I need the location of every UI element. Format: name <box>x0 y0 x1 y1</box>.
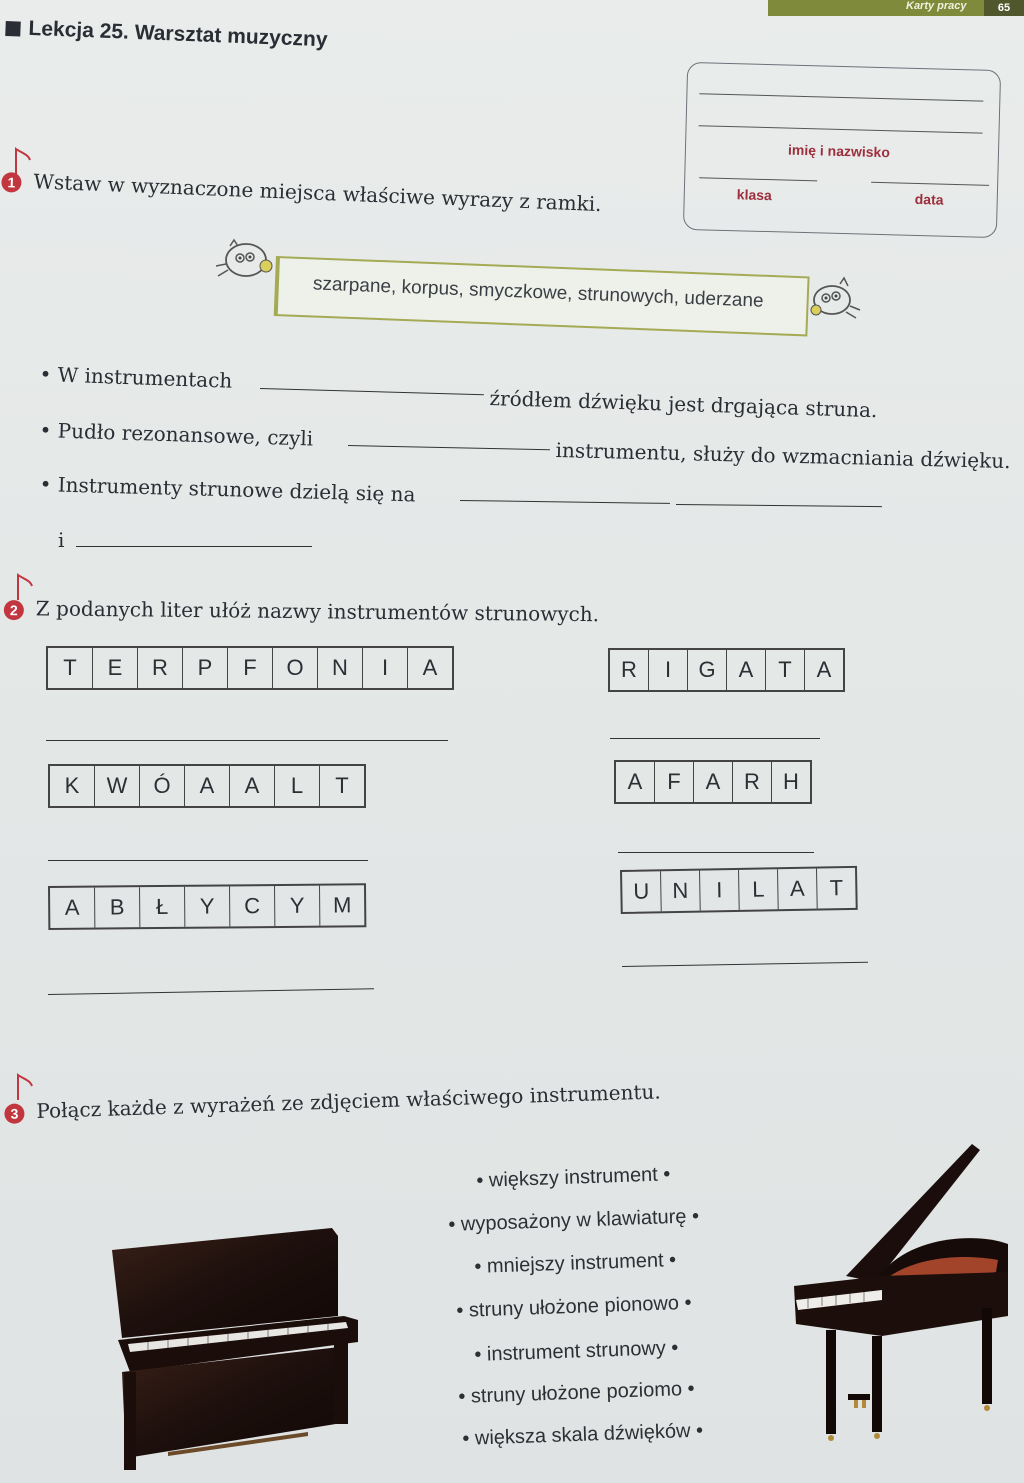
sentence-3-start: • Instrumenty strunowe dzielą się na <box>39 472 416 507</box>
letter-cell: T <box>766 650 805 690</box>
letter-cell: H <box>783 769 799 794</box>
sentence-2-before: Pudło rezonansowe, czyli <box>57 418 314 451</box>
class-label: klasa <box>736 186 773 204</box>
letter-cell: I <box>363 648 408 688</box>
blank-3c[interactable] <box>76 546 312 547</box>
bird-doodle-left-icon <box>212 236 276 288</box>
letter-cell: M <box>332 892 352 918</box>
letter-cell: O <box>273 648 318 688</box>
phrase-2[interactable]: • wyposażony w klawiaturę • <box>448 1205 700 1236</box>
lesson-title <box>5 16 328 52</box>
letter-cell: Y <box>185 886 230 926</box>
class-line[interactable] <box>699 177 817 181</box>
letter-cell: A <box>230 766 275 806</box>
exercise1-header <box>1 168 602 216</box>
letter-cell: A <box>816 657 832 682</box>
header-band <box>768 0 1024 16</box>
exercise2-number: 2 <box>4 599 24 619</box>
exercise2-instruction: Z podanych liter ułóż nazwy instrumentów strunowych. <box>35 596 600 627</box>
sentence-3-before: Instrumenty strunowe dzielą się na <box>57 472 416 507</box>
answer-line-1[interactable] <box>46 740 448 741</box>
letter-cell: Ł <box>140 887 185 927</box>
letter-grid-6 <box>620 866 858 914</box>
letter-cell: T <box>335 773 349 798</box>
grand-piano-image[interactable] <box>786 1140 1016 1446</box>
letter-cell: A <box>422 655 438 680</box>
letter-cell: R <box>733 762 772 802</box>
section-label: Karty pracy <box>906 0 967 12</box>
letter-cell: F <box>655 762 694 802</box>
letter-cell: E <box>93 648 138 688</box>
blank-3a[interactable] <box>460 500 670 504</box>
letter-cell: N <box>318 648 363 688</box>
blank-1[interactable] <box>260 388 484 395</box>
name-label: imię i nazwisko <box>787 141 891 161</box>
sentence-2-after: instrumentu, służy do wzmacniania dźwięku. <box>555 438 1011 474</box>
sentence-1-before: W instrumentach <box>57 362 233 393</box>
phrase-3[interactable]: • mniejszy instrument • <box>474 1248 677 1278</box>
blank-2[interactable] <box>348 445 550 450</box>
letter-cell: I <box>649 650 688 690</box>
letter-cell: F <box>228 648 273 688</box>
phrase-6[interactable]: • struny ułożone poziomo • <box>458 1377 695 1408</box>
letter-cell: I <box>700 870 740 911</box>
letter-cell: A <box>616 762 655 802</box>
exercise3-header <box>4 1079 661 1124</box>
exercise3-instruction: Połącz każde z wyrażeń ze zdjęciem właściwego instrumentu. <box>35 1079 661 1123</box>
letter-cell: P <box>183 648 228 688</box>
letter-cell: R <box>610 650 649 690</box>
answer-line-2[interactable] <box>610 738 820 739</box>
letter-cell: A <box>185 766 230 806</box>
exercise1-instruction: Wstaw w wyznaczone miejsca właściwe wyrazy z ramki. <box>33 169 603 217</box>
letter-cell: A <box>694 762 733 802</box>
title-square-icon <box>5 21 21 37</box>
letter-grid-2 <box>608 648 845 692</box>
name-line-1[interactable] <box>699 93 983 101</box>
sentence-1-after: źródłem dźwięku jest drgająca struna. <box>489 386 878 423</box>
letter-cell: T <box>829 875 844 901</box>
phrase-7[interactable]: • większa skala dźwięków • <box>462 1419 704 1450</box>
letter-cell: W <box>95 766 140 806</box>
word-box <box>274 256 810 336</box>
letter-grid-4 <box>614 760 812 804</box>
blank-3b[interactable] <box>676 504 882 507</box>
letter-cell: T <box>48 648 93 688</box>
letter-cell: A <box>778 869 818 910</box>
phrase-4[interactable]: • struny ułożone pionowo • <box>456 1291 692 1322</box>
phrase-5[interactable]: • instrument strunowy • <box>474 1336 679 1366</box>
letter-cell: C <box>230 886 275 926</box>
sentence-2-start: • Pudło rezonansowe, czyli <box>39 418 314 451</box>
page-number: 65 <box>984 0 1024 16</box>
upright-piano-image[interactable] <box>108 1222 364 1474</box>
phrase-1[interactable]: • większy instrument • <box>476 1163 671 1192</box>
music-note-icon <box>12 1072 36 1102</box>
letter-cell: L <box>275 766 320 806</box>
sentence-1-start: • W instrumentach <box>39 362 233 393</box>
exercise1-number: 1 <box>1 171 22 192</box>
date-label: data <box>914 190 944 208</box>
name-card <box>683 62 1001 238</box>
name-line-2[interactable] <box>699 125 983 133</box>
letter-grid-3 <box>48 764 366 808</box>
letter-cell: U <box>622 871 662 912</box>
letter-cell: L <box>739 869 779 910</box>
letter-cell: A <box>727 650 766 690</box>
answer-line-6[interactable] <box>622 962 868 967</box>
answer-line-3[interactable] <box>48 860 368 861</box>
letter-grid-1 <box>46 646 454 690</box>
letter-cell: R <box>138 648 183 688</box>
bird-doodle-right-icon <box>806 276 864 324</box>
letter-cell: G <box>688 650 727 690</box>
letter-cell: Ó <box>140 766 185 806</box>
letter-cell: K <box>50 766 95 806</box>
letter-cell: N <box>661 871 701 912</box>
exercise3-number: 3 <box>4 1103 25 1124</box>
word-box-text: szarpane, korpus, smyczkowe, strunowych, uderzane <box>312 273 764 312</box>
conjunction-i: i <box>58 528 65 552</box>
letter-cell: B <box>95 887 140 927</box>
date-line[interactable] <box>871 182 989 186</box>
letter-grid-5 <box>48 883 366 930</box>
letter-cell: A <box>50 888 95 928</box>
exercise2-header <box>4 596 599 626</box>
answer-line-5[interactable] <box>48 988 374 995</box>
lesson-title-text: Lekcja 25. Warsztat muzyczny <box>28 16 328 52</box>
letter-cell: Y <box>275 886 320 926</box>
answer-line-4[interactable] <box>618 852 814 853</box>
